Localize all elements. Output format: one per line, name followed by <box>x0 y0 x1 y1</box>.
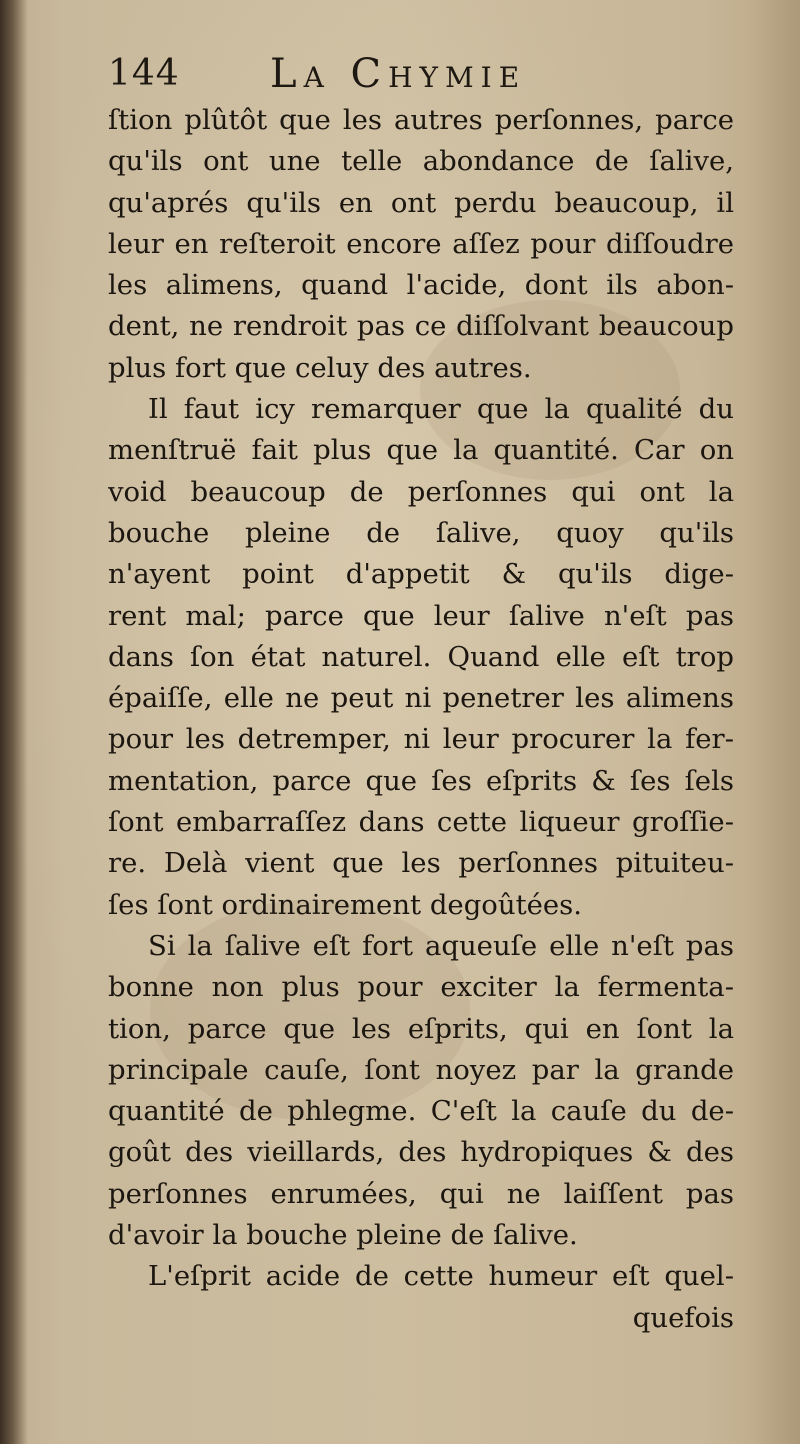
text-line: perſonnes enrumées, qui ne laiſſent pas <box>108 1177 734 1210</box>
text-line: ſtion plûtôt que les autres perſonnes, parce <box>108 104 734 136</box>
text-line: pour les detremper, ni leur procurer la fer- <box>108 723 734 756</box>
text-line: d'avoir la bouche pleine de ſalive. <box>108 1219 578 1252</box>
text-line: void beaucoup de perſonnes qui ont la <box>108 475 734 508</box>
text-line: dent, ne rendroit pas ce diſſolvant beaucoup <box>108 310 734 343</box>
text-line: goût des vieillards, des hydropiques & des <box>108 1136 734 1169</box>
text-line: dans ſon état naturel. Quand elle eſt trop <box>108 640 734 673</box>
text-line: qu'aprés qu'ils en ont perdu beaucoup, il <box>108 186 734 219</box>
paragraph-start-line: Si la ſalive eſt fort aqueuſe elle n'eſt pas <box>148 929 734 962</box>
text-line: principale cauſe, ſont noyez par la grande <box>108 1053 734 1086</box>
text-line: bonne non plus pour exciter la fermenta- <box>108 971 734 1004</box>
text-line: menſtruë fait plus que la quantité. Car on <box>108 434 734 467</box>
text-line: épaiſſe, elle ne peut ni penetrer les alimens <box>108 682 734 715</box>
binding-gutter <box>0 0 28 1444</box>
text-line: tion, parce que les eſprits, qui en ſont la <box>108 1012 734 1045</box>
text-line: quantité de phlegme. C'eſt la cauſe du de- <box>108 1095 734 1128</box>
text-line: re. Delà vient que les perſonnes pituiteu- <box>108 847 734 880</box>
text-line: n'ayent point d'appetit & qu'ils dige- <box>108 558 734 591</box>
page-number: 144 <box>108 53 180 94</box>
running-head <box>108 48 748 100</box>
text-line: les alimens, quand l'acide, dont ils abon- <box>108 269 734 302</box>
paragraph-start-line: L'eſprit acide de cette humeur eſt quel- <box>148 1260 734 1293</box>
text-line: mentation, parce que ſes eſprits & ſes ſels <box>108 764 734 797</box>
running-title: La Chymie <box>270 51 527 97</box>
text-line: plus fort que celuy des autres. <box>108 351 532 384</box>
catchword: quefois <box>632 1301 734 1334</box>
page-edge-shadow <box>750 0 800 1444</box>
paragraph-start-line: Il faut icy remarquer que la qualité du <box>148 393 734 426</box>
text-line: bouche pleine de ſalive, quoy qu'ils <box>108 516 734 549</box>
text-line: rent mal; parce que leur ſalive n'eſt pas <box>108 599 734 632</box>
text-line: qu'ils ont une telle abondance de ſalive, <box>108 145 734 178</box>
body-text <box>108 100 734 1339</box>
text-line: ſes ſont ordinairement degoûtées. <box>108 888 583 921</box>
text-line: leur en reſteroit encore aſſez pour diſſoudre <box>108 227 734 260</box>
text-line: ſont embarraſſez dans cette liqueur groſſie- <box>108 806 734 839</box>
